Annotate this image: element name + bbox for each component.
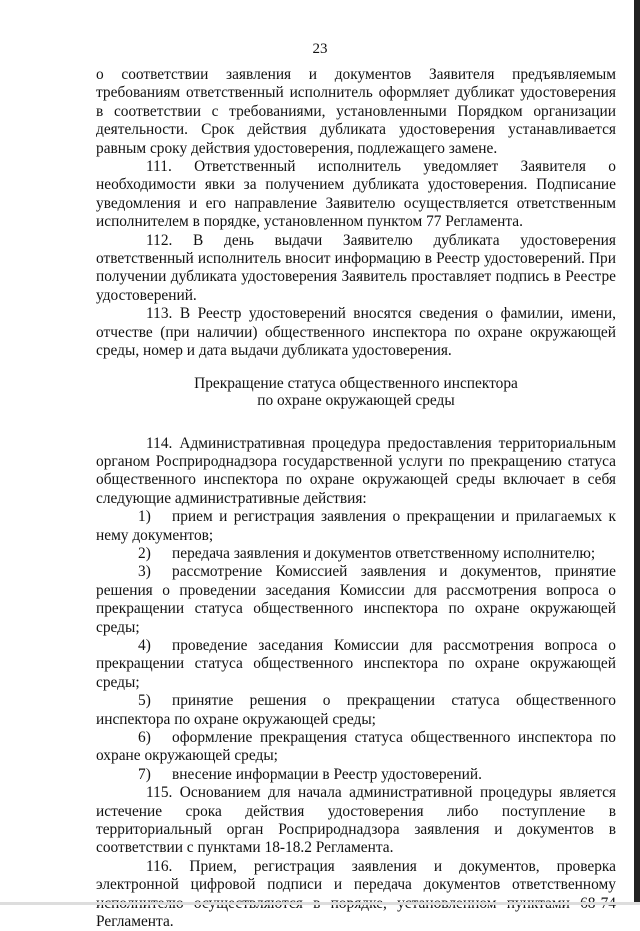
paragraph-112: 112. В день выдачи Заявителю дубликата удостоверения ответственный исполнитель вносит информацию в Реестр удостоверений. При получении дубликата удостоверения Заявитель проставляет подпись в Реестре удостоверений.: [96, 231, 616, 304]
list-item-text: проведение заседания Комиссии для рассмотрения вопроса о прекращении статуса общественного инспектора по охране окружающей среды;: [96, 636, 616, 691]
list-item-number: 6): [138, 729, 151, 746]
list-item-text: передача заявления и документов ответственному исполнителю;: [172, 544, 596, 562]
list-item-number: 2): [138, 544, 151, 562]
list-item-number: 7): [138, 765, 151, 783]
list-item: [96, 766, 616, 784]
list-item-number: 5): [138, 692, 151, 710]
scan-edge-shadow: [634, 0, 640, 905]
list-item-text: рассмотрение Комиссией заявления и документов, принятие решения о проведении заседания Комиссии для рассмотрения вопроса о прекращении статуса общественного инспектора по охране окружающей среды;: [96, 563, 616, 636]
section-heading: [96, 375, 616, 409]
list-item-text: оформление прекращения статуса общественного инспектора по охране окружающей среды;: [96, 729, 616, 765]
page-number: 23: [312, 41, 328, 57]
list-item: [96, 729, 616, 766]
list-item-number: 4): [138, 636, 151, 654]
paragraph-116: 116. Прием, регистрация заявления и документов, проверка электронной цифровой подписи и передача документов ответственному Регламента.: [96, 857, 616, 931]
paragraph-111: 111. Ответственный исполнитель уведомляет Заявителя о необходимости явки за получением дубликата удостоверения. Подписание уведомления и его направление Заявителю осуществляется ответственным исполнителем в порядке, установленном пунктом 77 Регламента.: [96, 158, 616, 231]
list-item-text: принятие решения о прекращении статуса общественного инспектора по охране окружающей среды;: [96, 692, 616, 728]
paragraph-113: 113. В Реестр удостоверений вносятся сведения о фамилии, имени, отчестве (при наличии) общественного инспектора по охране окружающей среды, номер и дата выдачи дубликата удостоверения.: [96, 305, 616, 360]
list-item-number: 3): [138, 563, 151, 581]
paragraph-115: 115. Основанием для начала административной процедуры является истечение срока действия удостоверения либо поступление в территориальный орган Росприроднадзора заявления и документов в соответствии с пунктами 18-18.2 Регламента.: [96, 784, 616, 857]
list-item: [96, 563, 616, 637]
paragraph-110-continuation: о соответствии заявления и документов Заявителя предъявляемым требованиям ответственный исполнитель оформляет дубликат удостоверения в соответствии с требованиями, установленными Порядком организации деятельности. Срок действия дубликата удостоверения устанавливается равным сроку действия удостоверения, подлежащего замене.: [96, 66, 616, 157]
list-item: [96, 545, 616, 563]
section-heading-line-2: по охране окружающей среды: [257, 391, 455, 409]
list-item-text: прием и регистрация заявления о прекращении и прилагаемых к нему документов;: [96, 508, 616, 544]
paragraph-114: 114. Административная процедура предоставления территориальным органом Росприроднадзора государственной услуги по прекращению статуса общественного инспектора по охране окружающей среды включает в себя следующие административные действия:: [96, 434, 616, 507]
section-heading-line-1: Прекращение статуса общественного инспектора: [194, 374, 518, 392]
list-item-text: внесение информации в Реестр удостоверений.: [172, 765, 482, 783]
document-body: [96, 66, 616, 931]
list-item: [96, 508, 616, 545]
list-item: [96, 637, 616, 692]
list-item: [96, 692, 616, 729]
list-item-number: 1): [138, 508, 151, 526]
